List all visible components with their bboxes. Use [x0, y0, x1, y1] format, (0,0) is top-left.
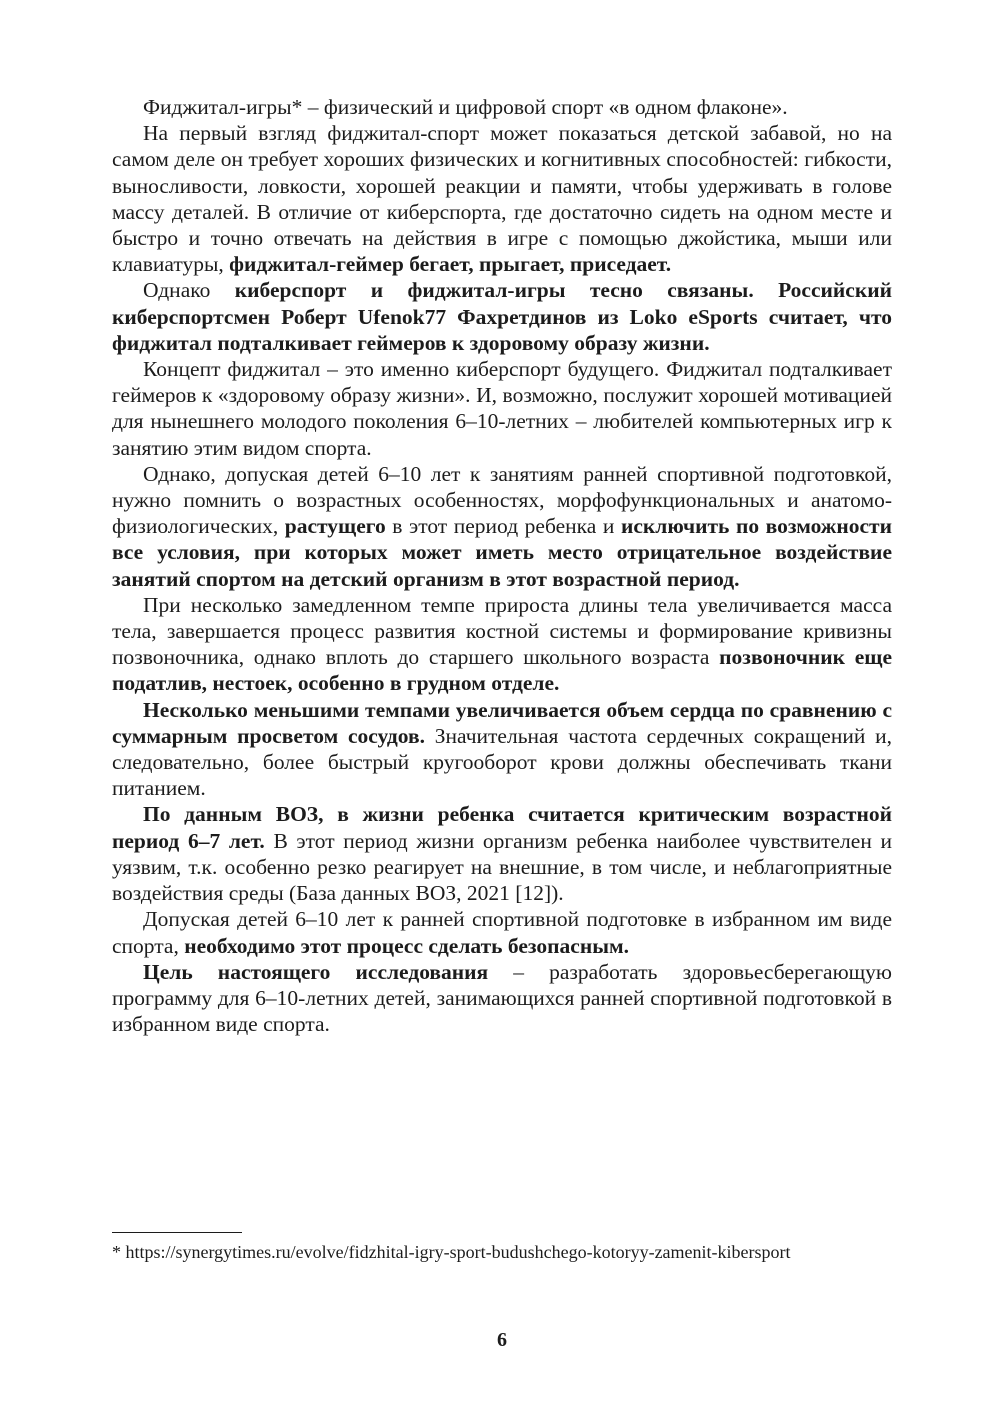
paragraph [112, 592, 892, 697]
paragraph [112, 906, 892, 958]
bold-text-run: По данным ВОЗ, в жизни ребенка считается критическим возрастной период 6–7 лет. [112, 802, 892, 853]
text-run: Однако, допуская детей 6–10 лет к занятиям ранней спортивной подготовкой, нужно помнить о возрастных особенностях, морфофункциональных и анатомо-физиологических, [112, 461, 892, 539]
page-number: 6 [497, 1329, 507, 1351]
paragraph [112, 277, 892, 356]
text-run: в этот период ребенка и [385, 514, 621, 539]
bold-text-run: киберспорт и фиджитал-игры тесно связаны. Российский киберспортсмен Роберт Ufenok77 Фахретдинов из Loko eSports считает, что фиджитал подталкивает геймеров к здоровому образу жизни. [112, 278, 892, 355]
text-run: – разработать здоровьесберегающую программу для 6–10-летних детей, занимающихся ранней спортивной подготовкой в избранном виде спорта. [112, 959, 892, 1037]
text-run: Однако [143, 278, 235, 303]
text-run: На первый взгляд фиджитал-спорт может показаться детской забавой, но на самом деле он требует хороших физических и когнитивных способностей: гибкости, выносливости, ловкости, хорошей реакции и памяти, чтобы удерживать в голове массу деталей. В отличие от киберспорта, где достаточно сидеть на одном месте и быстро и точно отвечать на действия в игре с помощью джойстика, мыши или клавиатуры, [112, 121, 892, 277]
text-run: При несколько замедленном темпе прироста длины тела увеличивается масса тела, завершается процесс развития костной системы и формирование кривизны позвоночника, однако вплоть до старшего школьного возраста [112, 592, 892, 670]
bold-text-run: Цель настоящего исследования [143, 959, 489, 984]
bold-text-run: необходимо этот процесс сделать безопасным. [184, 933, 630, 958]
paragraph [112, 461, 892, 592]
bold-text-run: растущего [284, 514, 386, 539]
bold-text-run: Несколько меньшими темпами увеличивается объем сердца по сравнению с суммарным просветом сосудов. [112, 697, 892, 748]
text-run: Допуская детей 6–10 лет к ранней спортивной подготовке в избранном им виде спорта, [112, 907, 892, 958]
footnote-separator [112, 1232, 242, 1233]
text-run: Концепт фиджитал – это именно киберспорт будущего. Фиджитал подталкивает геймеров к «здоровому образу жизни». И, возможно, послужит хорошей мотивацией для нынешнего молодого поколения 6–10-летних – любителей компьютерных игр к занятию этим видом спорта. [112, 357, 892, 460]
paragraph [112, 801, 892, 906]
page-body [112, 94, 892, 1037]
text-run: Значительная частота сердечных сокращений и, следовательно, более быстрый кругооборот крови должны обеспечивать ткани питанием. [112, 723, 892, 801]
bold-text-run: исключить по возможности все условия, при которых может иметь место отрицательное воздействие занятий спортом на детский организм в этот возрастной период. [112, 514, 892, 591]
paragraph [112, 356, 892, 461]
paragraph [112, 120, 892, 277]
paragraph [112, 697, 892, 802]
footnote: * https://synergytimes.ru/evolve/fidzhital-igry-sport-budushchego-kotoryy-zamenit-kibersport [112, 1242, 791, 1262]
text-run: Фиджитал-игры* – физический и цифровой спорт «в одном флаконе». [143, 95, 788, 119]
text-run: В этот период жизни организм ребенка наиболее чувствителен и уязвим, т.к. особенно резко реагирует на внешние, в том числе, и неблагоприятные воздействия среды (База данных ВОЗ, 2021 [12]). [112, 828, 892, 906]
bold-text-run: позвоночник еще податлив, нестоек, особенно в грудном отделе. [112, 645, 892, 696]
paragraph [112, 959, 892, 1038]
paragraph [112, 94, 892, 120]
bold-text-run: фиджитал-геймер бегает, прыгает, приседает. [229, 252, 672, 277]
